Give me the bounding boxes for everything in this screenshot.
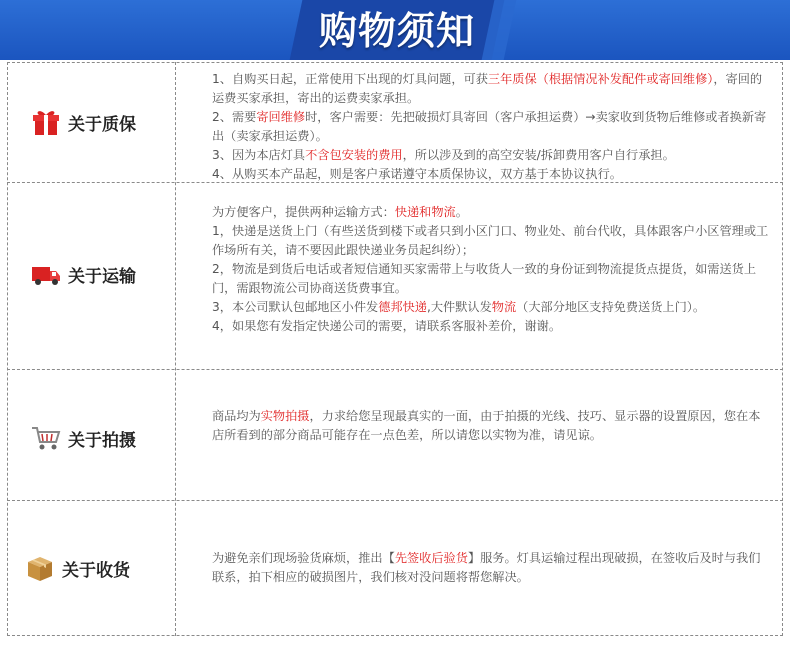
paragraph: 商品均为实物拍摄，力求给您呈现最真实的一面，由于拍摄的光线、技巧、显示器的设置原因，您在本店所看到的部分商品可能存在一点色差，所以请您以实物为准，请见谅。 [212, 409, 761, 442]
section-label-warranty [30, 106, 180, 138]
shopping-cart-icon [30, 422, 62, 454]
divider-bottom [7, 635, 783, 636]
border-left [7, 62, 8, 636]
divider-top [7, 62, 783, 63]
paragraph: 2，物流是到货后电话或者短信通知买家需带上与收货人一致的身份证到物流提货点提货，如需送货上门，需跟物流公司协商送货费事宜。 [212, 262, 757, 295]
paragraph: 4，如果您有发指定快递公司的需要，请联系客服补差价，谢谢。 [212, 319, 562, 333]
divider-2 [7, 369, 783, 370]
section-label-receiving [24, 552, 174, 584]
section-label-text: 关于收货 [62, 560, 130, 581]
section-label-shipping [30, 258, 180, 290]
section-content-photography [212, 407, 772, 445]
paragraph: 4、从购买本产品起，则是客户承诺遵守本质保协议，双方基于本协议执行。 [212, 167, 622, 181]
section-label-text: 关于拍摄 [68, 430, 136, 451]
paragraph: 为避免亲们现场验货麻烦，推出【先签收后验货】服务。灯具运输过程出现破损，在签收后及时与我们联系，拍下相应的破损图片，我们核对没问题将帮您解决。 [212, 551, 761, 584]
package-box-icon [24, 552, 56, 584]
section-content-shipping [212, 203, 772, 336]
section-label-text: 关于质保 [68, 114, 136, 135]
section-label-text: 关于运输 [68, 266, 136, 287]
paragraph: 3，本公司默认包邮地区小件发德邦快递,大件默认发物流（大部分地区支持免费送货上门）。 [212, 300, 706, 314]
paragraph: 1、自购买日起，正常使用下出现的灯具问题，可获三年质保（根据情况补发配件或寄回维修），寄回的运费买家承担，寄出的运费卖家承担。 [212, 72, 763, 105]
paragraph: 2、需要寄回维修时，客户需要：先把破损灯具寄回（客户承担运费）→卖家收到货物后维修或者换新寄出（卖家承担运费）。 [212, 110, 767, 143]
section-label-photography [30, 422, 180, 454]
gift-icon [30, 106, 62, 138]
section-content-warranty [212, 70, 772, 184]
divider-3 [7, 500, 783, 501]
paragraph: 3、因为本店灯具不含包安装的费用，所以涉及到的高空安装/拆卸费用客户自行承担。 [212, 148, 675, 162]
truck-icon [30, 258, 62, 290]
column-divider [175, 62, 176, 636]
paragraph: 为方便客户，提供两种运输方式：快递和物流。 [212, 205, 468, 219]
section-content-receiving [212, 549, 772, 587]
paragraph: 1，快递是送货上门（有些送货到楼下或者只到小区门口、物业处、前台代收，具体跟客户小区管理或工作场所有关，请不要因此跟快递业务员起纠纷）； [212, 224, 769, 257]
header-banner [0, 0, 790, 60]
page-title: 购物须知 [318, 9, 475, 53]
border-right [782, 62, 783, 636]
